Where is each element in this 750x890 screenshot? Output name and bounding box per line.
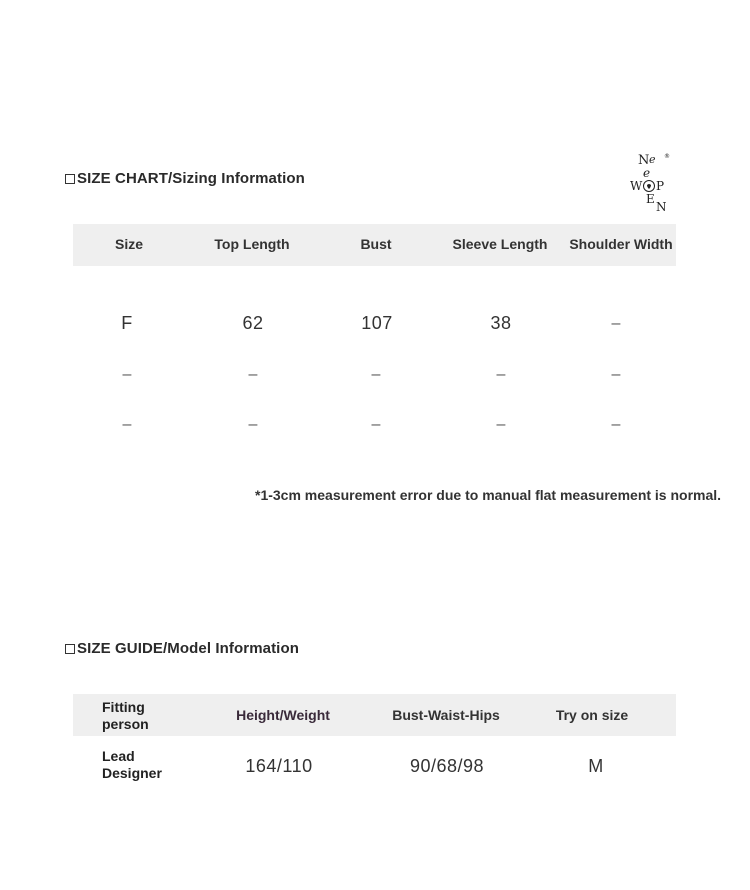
header-bust-waist-hips: Bust-Waist-Hips — [392, 707, 500, 723]
header-try-on-size: Try on size — [555, 707, 629, 723]
table-cell: – — [122, 366, 132, 383]
table-cell: 164/110 — [245, 756, 313, 776]
table-cell: – — [496, 416, 506, 433]
table-cell: – — [248, 416, 258, 433]
header-bust: Bust — [360, 236, 392, 252]
table-cell: Lead Designer — [102, 748, 162, 781]
size-chart-title-text: SIZE CHART/Sizing Information — [77, 170, 305, 187]
table-cell: M — [588, 756, 604, 776]
table-cell: 90/68/98 — [409, 756, 485, 776]
size-guide-title — [65, 640, 299, 657]
table-cell: – — [611, 315, 621, 332]
svg-text:N: N — [656, 200, 667, 214]
table-cell: F — [121, 313, 133, 333]
table-cell: – — [248, 366, 258, 383]
svg-text:®: ® — [664, 153, 670, 160]
header-shoulder-width: Shoulder Width — [569, 236, 673, 252]
svg-text:P: P — [656, 179, 665, 193]
svg-text:e: e — [643, 166, 651, 180]
table-cell: – — [371, 416, 381, 433]
table-cell: – — [122, 416, 132, 433]
svg-text:N: N — [638, 153, 650, 168]
svg-text:W: W — [630, 179, 643, 193]
header-height-weight: Height/Weight — [236, 707, 330, 723]
table-cell: – — [371, 366, 381, 383]
brand-logo-icon — [628, 150, 674, 214]
table-cell: – — [496, 366, 506, 383]
header-top-length: Top Length — [214, 236, 290, 252]
table-cell: 62 — [242, 313, 264, 333]
header-size: Size — [114, 236, 144, 252]
table-cell: 107 — [361, 313, 393, 333]
measurement-note: *1-3cm measurement error due to manual flat measurement is normal. — [255, 487, 722, 503]
header-sleeve-length: Sleeve Length — [452, 236, 548, 252]
checkbox-icon — [65, 174, 75, 184]
table-cell: – — [611, 416, 621, 433]
table-cell: – — [611, 366, 621, 383]
header-fitting-person: Fitting person — [102, 699, 149, 732]
size-guide-title-text: SIZE GUIDE/Model Information — [77, 640, 299, 657]
table-cell: 38 — [490, 313, 512, 333]
checkbox-icon — [65, 644, 75, 654]
svg-text:E: E — [646, 192, 655, 206]
svg-text:e: e — [649, 153, 656, 166]
size-chart-title — [65, 170, 305, 187]
